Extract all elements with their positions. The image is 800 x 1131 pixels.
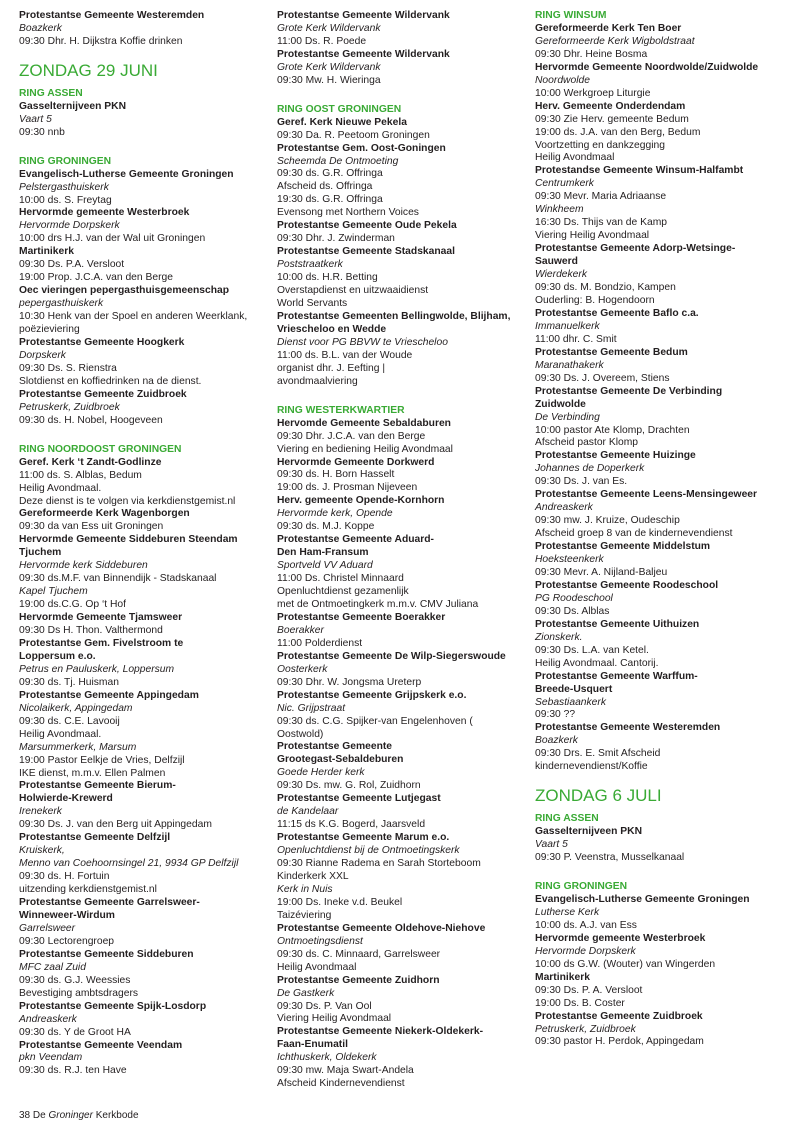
- service-line: 09:30 ds. H. Born Hasselt: [277, 469, 395, 481]
- church-name: Protestantse Gemeente Veendam: [19, 1039, 183, 1051]
- venue-name: pepergasthuiskerk: [19, 298, 104, 310]
- service-line: 10:00 ds. A.J. van Ess: [535, 919, 637, 931]
- service-line: Deze dienst is te volgen via kerkdienstgemist.nl: [19, 495, 236, 507]
- service-line: 19:00 Pastor Eelkje de Vries, Delfzijl: [19, 754, 185, 766]
- venue-name: Hervormde Dorpskerk: [535, 945, 636, 957]
- church-name: Herv. gemeente Opende-Kornhorn: [277, 495, 445, 507]
- service-line: 09:30 Ds. P. A. Versloot: [535, 984, 643, 996]
- venue-name: Boazkerk: [535, 735, 578, 747]
- church-name: Protestantse Gemeente Delfzijl: [19, 832, 171, 844]
- service-line: Overstapdienst en uitzwaaidienst: [277, 285, 429, 297]
- ring-heading: RING GRONINGEN: [535, 881, 628, 893]
- service-line: 09:30 ds. G.R. Offringa: [277, 168, 383, 180]
- service-line: 10:00 pastor Ate Klomp, Drachten: [535, 424, 690, 436]
- service-line: 09:30 ds.M.F. van Binnendijk - Stadskanaal: [19, 573, 217, 585]
- church-name: Hervormde Gemeente Tjamsweer: [19, 612, 183, 624]
- service-line: Ouderling: B. Hogendoorn: [535, 294, 655, 306]
- service-line: Afscheid Kindernevendienst: [277, 1078, 405, 1090]
- venue-name: Hervormde Dorpskerk: [19, 220, 120, 232]
- venue-name: Boerakker: [277, 624, 324, 636]
- venue-name: Maranathakerk: [535, 359, 604, 371]
- church-name: Protestantse Gemeente Marum e.o.: [277, 832, 450, 844]
- ring-heading: RING GRONINGEN: [19, 155, 112, 167]
- ring-heading: RING ASSEN: [19, 87, 83, 99]
- service-line: Kinderkerk XXL: [277, 871, 349, 882]
- service-line: 09:30 mw. Maja Swart-Andela: [277, 1065, 414, 1077]
- church-name: Protestantse Gemeente Zuidbroek: [535, 1010, 703, 1022]
- venue-name: Kerk in Nuis: [277, 883, 333, 895]
- church-name: Protestantse Gemeente Oude Pekela: [277, 220, 457, 232]
- venue-name: Pelstergasthuiskerk: [19, 181, 109, 193]
- ring-heading: RING NOORDOOST GRONINGEN: [19, 443, 182, 455]
- service-line: 11:00 Ds. R. Poede: [277, 35, 367, 47]
- service-line: 09:30 Rianne Radema en Sarah Storteboom: [277, 858, 481, 870]
- church-name: Protestantse Gemeente Lutjegast: [277, 793, 441, 805]
- venue-name: Ichthuskerk, Oldekerk: [277, 1052, 377, 1064]
- church-name: Protestantse Gemeente Warffum-: [535, 670, 698, 682]
- church-name: Protestantse Gemeente Grijpskerk e.o.: [277, 689, 467, 701]
- church-name: Protestantse Gemeente Spijk-Losdorp: [19, 1000, 207, 1012]
- service-line: Heilig Avondmaal. Cantorij.: [535, 657, 659, 669]
- service-line: 11:00 Polderdienst: [277, 637, 363, 649]
- venue-name: Scheemda De Ontmoeting: [277, 155, 399, 167]
- church-name: Protestantse Gemeente Leens-Mensingeweer: [535, 489, 758, 501]
- venue-name: Centrumkerk: [535, 178, 594, 190]
- service-line: 11:00 ds. B.L. van der Woude: [277, 349, 413, 361]
- service-line: 09:30 Ds. P.A. Versloot: [19, 259, 125, 271]
- service-line: poëzieviering: [19, 324, 80, 336]
- service-line: IKE dienst, m.m.v. Ellen Palmen: [19, 767, 166, 779]
- venue-name: Andreaskerk: [535, 502, 593, 514]
- service-line: 11:15 ds K.G. Bogerd, Jaarsveld: [277, 819, 426, 831]
- church-name: Breede-Usquert: [535, 683, 613, 695]
- service-line: 19:00 ds. J. Prosman Nijeveen: [277, 482, 418, 494]
- service-line: Viering Heilig Avondmaal: [535, 230, 650, 242]
- venue-name: Menno van Coehoornsingel 21, 9934 GP Delfzijl: [19, 858, 239, 870]
- service-line: 09:30 Zie Herv. gemeente Bedum: [535, 113, 689, 125]
- venue-name: Openluchtdienst bij de Ontmoetingskerk: [277, 845, 460, 857]
- venue-name: pkn Veendam: [19, 1052, 83, 1064]
- service-line: 09:30 ds. Tj. Huisman: [19, 676, 119, 688]
- service-line: uitzending kerkdienstgemist.nl: [19, 884, 157, 896]
- service-line: 19:00 ds.C.G. Op ‘t Hof: [19, 599, 127, 611]
- venue-name: Poststraatkerk: [277, 259, 343, 271]
- service-line: 19:00 Prop. J.C.A. van den Berge: [19, 272, 173, 284]
- service-line: Afscheid groep 8 van de kindernevendienst: [535, 528, 733, 540]
- date-heading: ZONDAG 6 JULI: [535, 786, 662, 806]
- service-line: 09:30 Dhr. W. Jongsma Ureterp: [277, 676, 422, 688]
- venue-name: Goede Herder kerk: [277, 767, 365, 779]
- service-line: 09:30 Ds. J. Overeem, Stiens: [535, 372, 670, 384]
- church-name: Gereformeerde Kerk Ten Boer: [535, 22, 682, 34]
- church-name: Evangelisch-Lutherse Gemeente Groningen: [19, 168, 234, 180]
- church-name: Protestantse Gemeente Wildervank: [277, 48, 450, 60]
- service-line: 09:30 ds. C.G. Spijker-van Engelenhoven (: [277, 715, 473, 727]
- church-name: Grootegast-Sebaldeburen: [277, 754, 404, 766]
- venue-name: Dorpskerk: [19, 349, 66, 361]
- service-line: Heilig Avondmaal: [277, 961, 357, 973]
- venue-name: Andreaskerk: [19, 1013, 77, 1025]
- church-name: Protestantse Gemeente Niekerk-Oldekerk-: [277, 1026, 484, 1038]
- venue-name: Petruskerk, Zuidbroek: [19, 401, 120, 413]
- service-line: 09:30 mw. J. Kruize, Oudeschip: [535, 515, 680, 527]
- church-name: Protestantse Gemeente Middelstum: [535, 541, 711, 553]
- service-line: 19:00 ds. J.A. van den Berg, Bedum: [535, 126, 701, 138]
- church-name: Den Ham-Fransum: [277, 547, 369, 559]
- service-line: World Servants: [277, 298, 348, 310]
- venue-name: Dienst voor PG BBVW te Vriescheloo: [277, 336, 448, 348]
- church-name: Vriescheloo en Wedde: [277, 323, 387, 335]
- service-line: 09:30 Ds. J. van Es.: [535, 476, 628, 488]
- church-name: Protestantse Gemeente Garrelsweer-: [19, 897, 200, 909]
- service-line: Evensong met Northern Voices: [277, 207, 419, 219]
- church-name: Protestantse Gemeente Zuidhorn: [277, 974, 440, 986]
- venue-name: Winkheem: [535, 204, 584, 216]
- service-line: 11:00 dhr. C. Smit: [535, 333, 617, 345]
- venue-name: Johannes de Doperkerk: [535, 463, 645, 475]
- church-name: Winneweer-Wirdum: [19, 910, 115, 921]
- church-name: Geref. Kerk Nieuwe Pekela: [277, 116, 407, 128]
- service-line: 09:30 Lectorengroep: [19, 935, 115, 947]
- venue-name: Zionskerk.: [535, 631, 583, 643]
- venue-name: Boazkerk: [19, 22, 62, 34]
- section-spacer: [277, 389, 529, 399]
- venue-name: Kruiskerk,: [19, 845, 65, 857]
- service-line: 09:30 ds. C. Minnaard, Garrelsweer: [277, 948, 441, 960]
- service-line: 09:30 Drs. E. Smit Afscheid: [535, 748, 661, 760]
- church-name: Protestantse Gemeente Hoogkerk: [19, 337, 185, 349]
- church-name: Geref. Kerk ‘t Zandt-Godlinze: [19, 456, 162, 468]
- church-name: Protestantse Gemeente Westeremden: [19, 10, 205, 21]
- venue-name: Nic. Grijpstraat: [277, 702, 346, 714]
- venue-name: de Kandelaar: [277, 806, 339, 818]
- church-name: Protestantse Gemeente De Wilp-Siegerswoude: [277, 650, 506, 662]
- venue-name: Hoeksteenkerk: [535, 554, 604, 566]
- service-line: 16:30 Ds. Thijs van de Kamp: [535, 217, 668, 229]
- church-name: Gereformeerde Kerk Wagenborgen: [19, 508, 190, 520]
- church-name: Protestantse Gemeente Appingedam: [19, 689, 199, 701]
- section-spacer: [19, 428, 271, 438]
- column-3: [535, 10, 787, 1049]
- service-line: Taizéviering: [277, 909, 332, 921]
- column-2: [277, 10, 529, 1091]
- venue-name: Vaart 5: [19, 113, 52, 125]
- service-line: organist dhr. J. Eefting |: [277, 362, 385, 374]
- venue-name: De Verbinding: [535, 411, 600, 423]
- service-line: 09:30 Ds. P. Van Ool: [277, 1000, 372, 1012]
- venue-name: Garrelsweer: [19, 922, 76, 934]
- church-name: Martinikerk: [19, 246, 74, 258]
- church-name: Hervormde Gemeente Dorkwerd: [277, 456, 435, 468]
- venue-name: Noordwolde: [535, 74, 590, 86]
- venue-name: Wierdekerk: [535, 269, 587, 281]
- service-line: 10:00 Werkgroep Liturgie: [535, 87, 651, 99]
- service-line: 09:30 ds. G.J. Weessies: [19, 974, 131, 986]
- venue-name: De Gastkerk: [277, 987, 335, 999]
- service-line: 09:30 ds. H. Fortuin: [19, 871, 110, 883]
- venue-name: Grote Kerk Wildervank: [277, 61, 381, 73]
- service-line: Viering en bediening Heilig Avondmaal: [277, 443, 453, 455]
- church-name: Hervormde Gemeente Siddeburen Steendam: [19, 534, 238, 546]
- service-line: Voortzetting en dankzegging: [535, 139, 665, 151]
- section-spacer: [19, 140, 271, 150]
- service-line: 09:30 da van Ess uit Groningen: [19, 521, 164, 533]
- section-spacer: [535, 865, 787, 875]
- page-footer: [19, 1110, 139, 1121]
- venue-name: Hervormde kerk Siddeburen: [19, 560, 148, 572]
- venue-name: Petrus en Pauluskerk, Loppersum: [19, 663, 175, 675]
- venue-name: Irenekerk: [19, 806, 62, 818]
- venue-name: Sebastiaankerk: [535, 696, 606, 708]
- service-line: 10:30 Henk van der Spoel en anderen Weerklank,: [19, 311, 248, 323]
- service-line: Heilig Avondmaal: [535, 152, 615, 164]
- church-name: Evangelisch-Lutherse Gemeente Groningen: [535, 894, 750, 905]
- church-name: Protestantse Gem. Oost-Goningen: [277, 142, 446, 154]
- service-line: 09:30 ds. H. Nobel, Hoogeveen: [19, 414, 163, 426]
- church-name: Protestantse Gemeente Zuidbroek: [19, 388, 187, 400]
- church-name: Protestandse Gemeente Winsum-Halfambt: [535, 165, 744, 177]
- church-name: Holwierde-Krewerd: [19, 793, 113, 805]
- church-name: Protestantse Gemeente Bierum-: [19, 780, 176, 792]
- ring-heading: RING ASSEN: [535, 813, 599, 825]
- church-name: Protestantse Gemeente Boerakker: [277, 611, 446, 623]
- footer-magazine-suffix: Kerkbode: [95, 1110, 139, 1121]
- venue-name: Vaart 5: [535, 839, 568, 851]
- service-line: 19:00 Ds. Ineke v.d. Beukel: [277, 896, 403, 908]
- column-1: [19, 10, 271, 1078]
- church-name: Protestantse Gemeente Adorp-Wetsinge-: [535, 243, 736, 255]
- service-line: Heilig Avondmaal.: [19, 482, 102, 494]
- venue-name: Oosterkerk: [277, 663, 328, 675]
- service-line: 09:30 Dhr. J.C.A. van den Berge: [277, 430, 426, 442]
- church-name: Protestantse Gemeente Wildervank: [277, 10, 450, 21]
- venue-name: Petruskerk, Zuidbroek: [535, 1023, 636, 1035]
- service-line: 09:30 Ds. S. Rienstra: [19, 362, 117, 374]
- church-name: Protestantse Gemeente Siddeburen: [19, 948, 194, 960]
- church-name: Protestantse Gemeente Westeremden: [535, 722, 721, 734]
- venue-name: Ontmoetingsdienst: [277, 935, 363, 947]
- service-line: 10:00 ds. H.R. Betting: [277, 272, 378, 284]
- ring-heading: RING WESTERKWARTIER: [277, 404, 405, 416]
- venue-name: Nicolaikerk, Appingedam: [19, 702, 133, 714]
- church-name: Protestantse Gemeente Oldehove-Niehove: [277, 922, 486, 934]
- date-heading: ZONDAG 29 JUNI: [19, 60, 158, 80]
- service-line: 11:00 Ds. Christel Minnaard: [277, 573, 404, 585]
- church-name: Martinikerk: [535, 971, 590, 983]
- venue-name: Immanuelkerk: [535, 320, 600, 332]
- service-line: 10:00 ds. S. Freytag: [19, 194, 112, 206]
- service-line: Heilig Avondmaal.: [19, 728, 102, 740]
- church-name: Hervomde Gemeente Sebaldaburen: [277, 417, 451, 429]
- church-name: Oec vieringen pepergasthuisgemeenschap: [19, 285, 230, 297]
- service-line: 09:30 ds. Y de Groot HA: [19, 1026, 131, 1038]
- ring-heading: RING OOST GRONINGEN: [277, 103, 402, 115]
- page-number: 38: [19, 1110, 31, 1121]
- section-spacer: [277, 88, 529, 98]
- service-line: 09:30 P. Veenstra, Musselkanaal: [535, 852, 685, 864]
- venue-name: Sportveld VV Aduard: [277, 560, 373, 572]
- venue-name: MFC zaal Zuid: [19, 961, 86, 973]
- service-line: 09:30 ds. M. Bondzio, Kampen: [535, 282, 676, 294]
- service-line: 09:30 nnb: [19, 126, 65, 138]
- service-line: Openluchtdienst gezamenlijk: [277, 586, 409, 598]
- service-line: 09:30 ds. R.J. ten Have: [19, 1065, 127, 1077]
- church-name: Protestantse Gem. Fivelstroom te: [19, 637, 184, 649]
- service-line: 19:30 ds. G.R. Offringa: [277, 194, 383, 206]
- service-line: 09:30 Ds. mw. G. Rol, Zuidhorn: [277, 780, 421, 792]
- service-line: 10:00 drs H.J. van der Wal uit Groningen: [19, 233, 206, 245]
- service-line: 09:30 Ds. J. van den Berg uit Appingedam: [19, 819, 212, 831]
- church-name: Protestantse Gemeente Aduard-: [277, 534, 434, 546]
- service-line: avondmaalviering: [277, 375, 358, 387]
- service-line: 09:30 ds. M.J. Koppe: [277, 521, 375, 533]
- service-line: met de Ontmoetingkerk m.m.v. CMV Juliana: [277, 598, 479, 610]
- service-line: Oostwold): [277, 728, 324, 740]
- service-line: 10:00 ds G.W. (Wouter) van Wingerden: [535, 958, 716, 970]
- service-line: 09:30 ds. C.E. Lavooij: [19, 715, 120, 727]
- venue-name: PG Roodeschool: [535, 592, 613, 604]
- service-line: 09:30 Dhr. H. Dijkstra Koffie drinken: [19, 35, 183, 47]
- service-line: kindernevendienst/Koffie: [535, 761, 648, 773]
- church-name: Hervormde gemeente Westerbroek: [535, 932, 706, 944]
- venue-name: Gereformeerde Kerk Wigboldstraat: [535, 35, 695, 47]
- church-name: Protestantse Gemeente Stadskanaal: [277, 246, 455, 258]
- venue-name: Hervormde kerk, Opende: [277, 508, 393, 520]
- ring-heading: RING WINSUM: [535, 10, 607, 21]
- service-line: 09:30 Ds H. Thon. Valthermond: [19, 625, 163, 637]
- service-line: Afscheid pastor Klomp: [535, 437, 639, 449]
- church-name: Gasselternijveen PKN: [19, 100, 127, 112]
- service-line: 09:30 Mw. H. Wieringa: [277, 74, 381, 86]
- venue-name: Lutherse Kerk: [535, 906, 600, 918]
- service-line: Viering Heilig Avondmaal: [277, 1013, 392, 1025]
- church-name: Protestantse Gemeente De Verbinding: [535, 385, 723, 397]
- footer-magazine-name: Groninger: [48, 1110, 93, 1121]
- service-line: 09:30 Da. R. Peetoom Groningen: [277, 129, 430, 141]
- service-line: 09:30 Mevr. Maria Adriaanse: [535, 191, 667, 203]
- church-name: Hervormde gemeente Westerbroek: [19, 207, 190, 219]
- church-name: Sauwerd: [535, 256, 578, 268]
- church-name: Loppersum e.o.: [19, 650, 96, 662]
- church-name: Tjuchem: [19, 547, 62, 559]
- church-name: Protestantse Gemeente Uithuizen: [535, 618, 700, 630]
- church-name: Protestantse Gemeente Bedum: [535, 346, 688, 358]
- venue-name: Kapel Tjuchem: [19, 586, 88, 598]
- service-line: Bevestiging ambtsdragers: [19, 987, 139, 999]
- service-line: 19:00 Ds. B. Coster: [535, 997, 625, 1009]
- service-line: 09:30 Dhr. J. Zwinderman: [277, 233, 395, 245]
- church-name: Protestantse Gemeenten Bellingwolde, Blijham,: [277, 310, 511, 322]
- church-name: Faan-Enumatil: [277, 1039, 348, 1051]
- service-line: Afscheid ds. Offringa: [277, 181, 373, 193]
- church-name: Herv. Gemeente Onderdendam: [535, 100, 686, 112]
- service-line: 09:30 Ds. L.A. van Ketel.: [535, 644, 649, 656]
- church-name: Protestantse Gemeente: [277, 741, 393, 753]
- service-line: 09:30 Dhr. Heine Bosma: [535, 48, 648, 60]
- church-name: Hervormde Gemeente Noordwolde/Zuidwolde: [535, 61, 759, 73]
- service-line: 11:00 ds. S. Alblas, Bedum: [19, 469, 142, 481]
- venue-name: Grote Kerk Wildervank: [277, 22, 381, 34]
- service-line: Slotdienst en koffiedrinken na de dienst.: [19, 375, 202, 387]
- church-name: Gasselternijveen PKN: [535, 826, 643, 838]
- venue-name: Marsummerkerk, Marsum: [19, 741, 137, 753]
- church-name: Protestantse Gemeente Baflo c.a.: [535, 307, 699, 319]
- service-line: 09:30 Ds. Alblas: [535, 605, 610, 617]
- church-name: Zuidwolde: [535, 398, 586, 410]
- footer-magazine-prefix: De: [32, 1110, 46, 1121]
- service-line: 09:30 ??: [535, 709, 576, 721]
- church-name: Protestantse Gemeente Huizinge: [535, 450, 696, 462]
- church-name: Protestantse Gemeente Roodeschool: [535, 579, 719, 591]
- service-line: 09:30 pastor H. Perdok, Appingedam: [535, 1036, 704, 1048]
- service-line: 09:30 Mevr. A. Nijland-Baljeu: [535, 566, 668, 578]
